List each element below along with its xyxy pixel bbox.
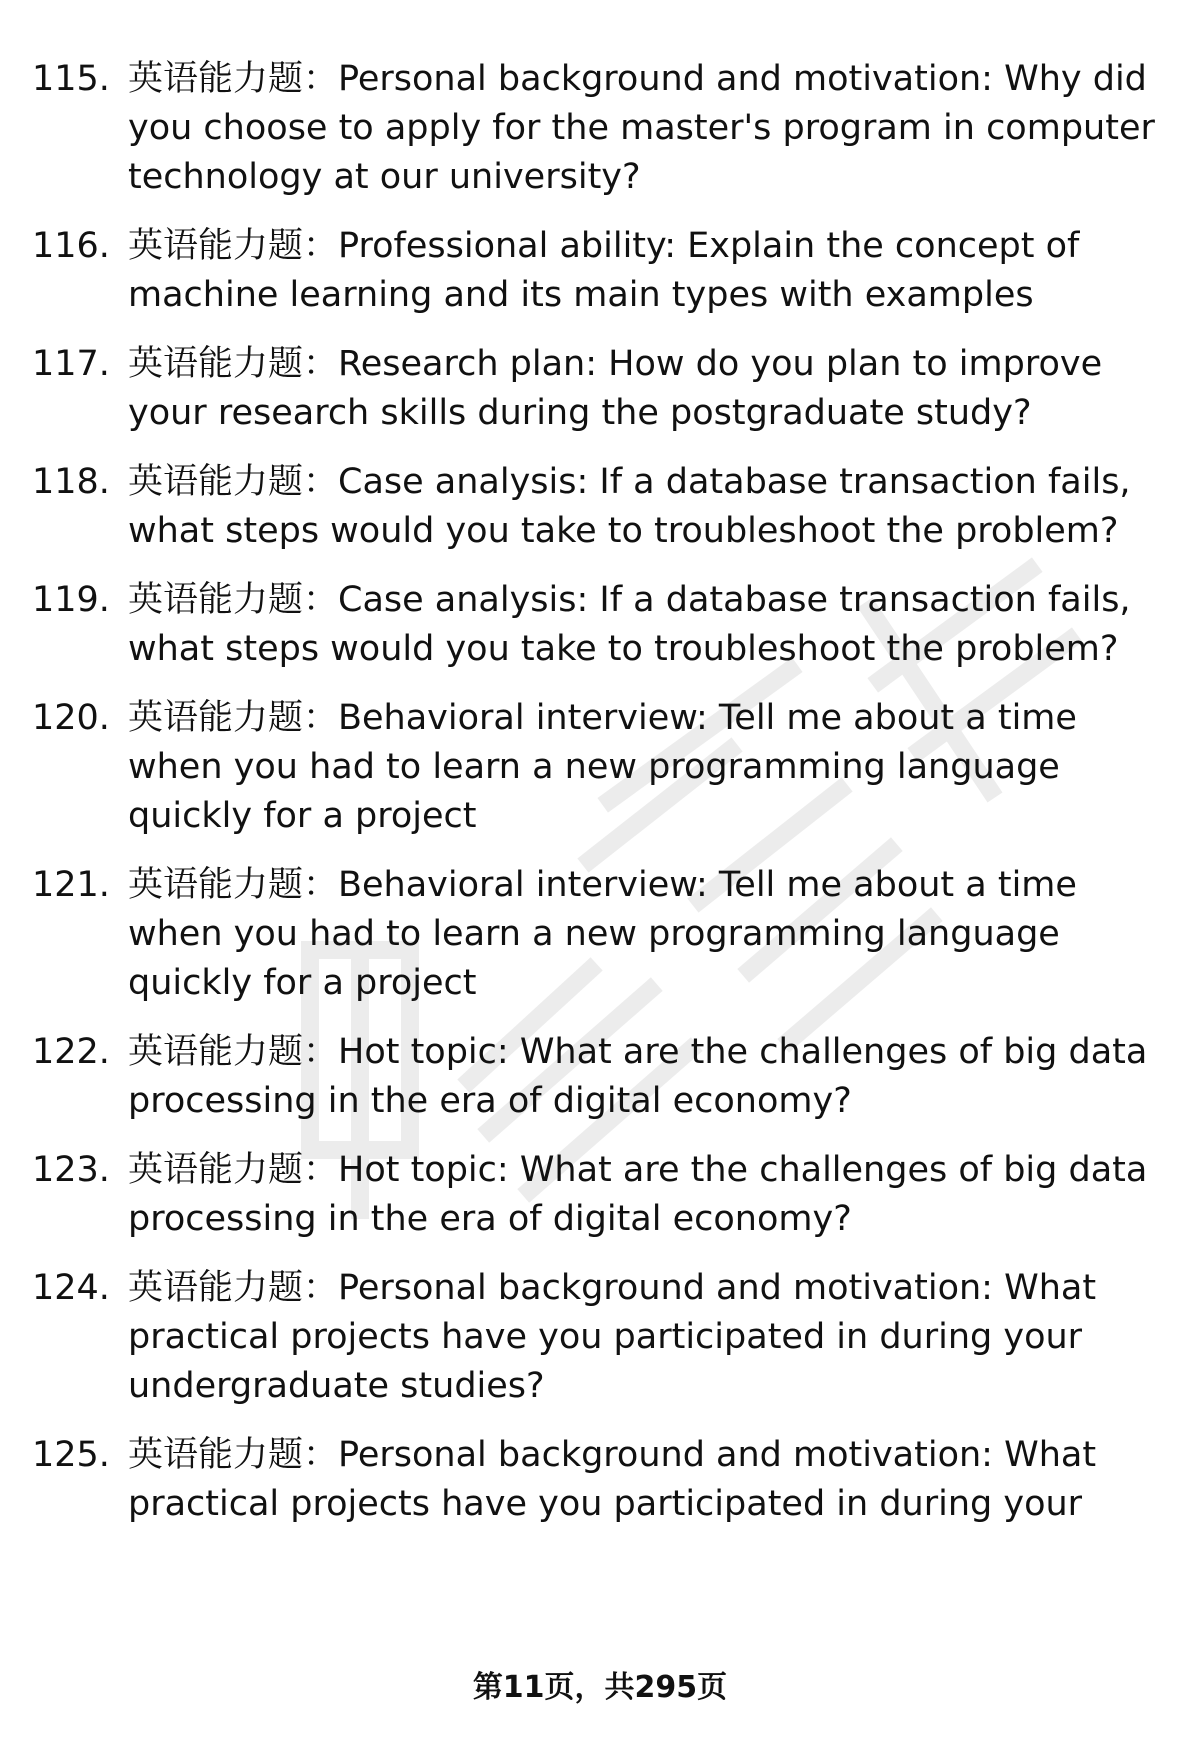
question-number: 121.: [32, 865, 110, 905]
question-item: [32, 340, 1172, 438]
question-text: 英语能力题：Hot topic: What are the challenges of big data processing in the era of digital economy?: [128, 1150, 1148, 1239]
question-text: 英语能力题：Research plan: How do you plan to improve your research skills during the postgraduate study?: [128, 344, 1103, 433]
question-text: 英语能力题：Personal background and motivation: Why did you choose to apply for the master's program in computer technology at our university?: [128, 59, 1155, 197]
question-item: [32, 55, 1172, 202]
question-number: 123.: [32, 1150, 110, 1190]
question-item: [32, 1146, 1172, 1244]
question-item: [32, 861, 1172, 1008]
question-number: 125.: [32, 1435, 110, 1475]
question-number: 122.: [32, 1032, 110, 1072]
question-number: 117.: [32, 344, 110, 384]
question-item: [32, 1264, 1172, 1411]
question-item: [32, 694, 1172, 841]
question-item: [32, 1431, 1172, 1529]
question-item: [32, 458, 1172, 556]
question-text: 英语能力题：Behavioral interview: Tell me about a time when you had to learn a new programming language quickly for a project: [128, 865, 1077, 1003]
question-list: [32, 55, 1172, 1549]
question-text: 英语能力题：Case analysis: If a database transaction fails, what steps would you take to troubleshoot the problem?: [128, 580, 1131, 669]
question-text: 英语能力题：Behavioral interview: Tell me about a time when you had to learn a new programming language quickly for a project: [128, 698, 1077, 836]
question-item: [32, 1028, 1172, 1126]
question-number: 118.: [32, 462, 110, 502]
page-number-footer: 第11页，共295页: [472, 1670, 728, 1705]
question-number: 119.: [32, 580, 110, 620]
question-text: 英语能力题：Professional ability: Explain the concept of machine learning and its main types with examples: [128, 226, 1080, 315]
question-number: 124.: [32, 1268, 110, 1308]
question-item: [32, 576, 1172, 674]
question-text: 英语能力题：Hot topic: What are the challenges of big data processing in the era of digital economy?: [128, 1032, 1148, 1121]
question-item: [32, 222, 1172, 320]
question-text: 英语能力题：Personal background and motivation: What practical projects have you participated in during your undergraduate studies?: [128, 1268, 1097, 1406]
question-number: 120.: [32, 698, 110, 738]
question-text: 英语能力题：Case analysis: If a database transaction fails, what steps would you take to troubleshoot the problem?: [128, 462, 1131, 551]
question-text: 英语能力题：Personal background and motivation: What practical projects have you participated in during your: [128, 1435, 1097, 1524]
question-number: 116.: [32, 226, 110, 266]
question-number: 115.: [32, 59, 110, 99]
